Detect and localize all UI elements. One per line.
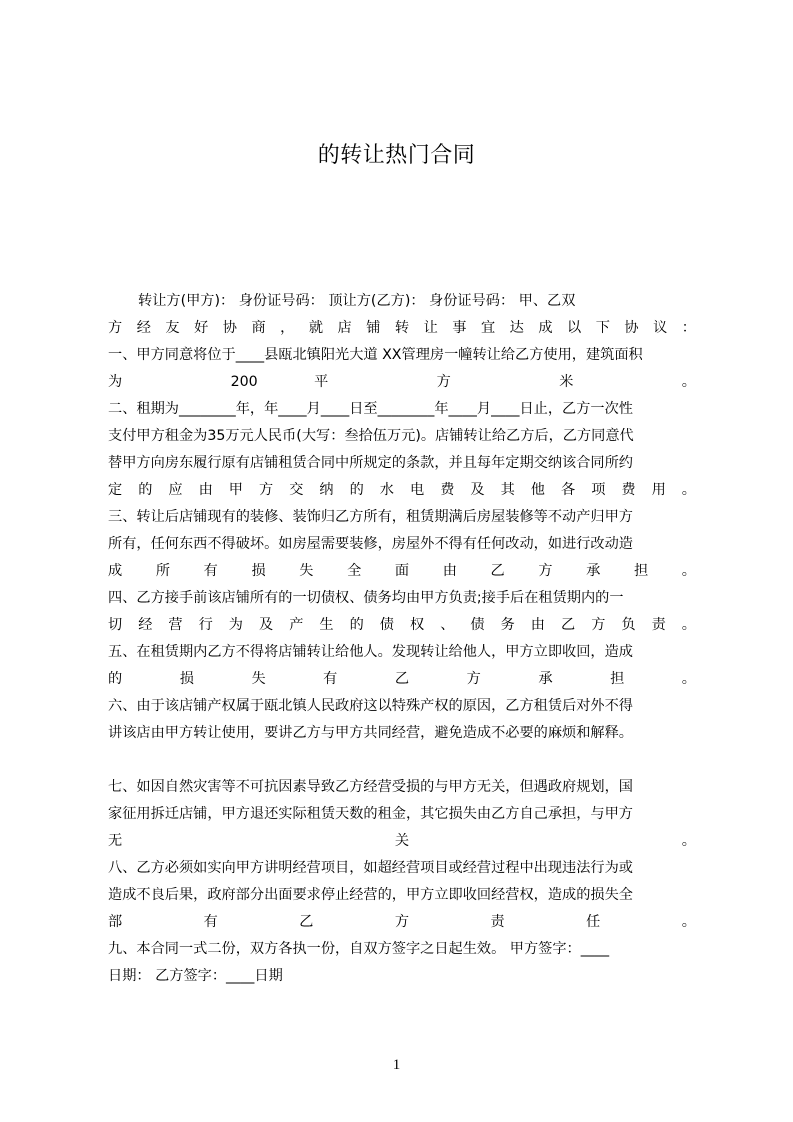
body-line-24: 部 有 乙 方 责 任 。 bbox=[108, 914, 696, 930]
body-line-5: 二、租期为________年，年____月____日至________年____月____日止，乙方一次性 bbox=[108, 401, 633, 417]
contract-body bbox=[108, 288, 696, 990]
body-line-6: 支付甲方租金为35万元人民币(大写：叁拾伍万元)。店铺转让给乙方后，乙方同意代 bbox=[108, 428, 634, 444]
body-line-17: 讲该店由甲方转让使用，要讲乙方与甲方共同经营，避免造成不必要的麻烦和解释。 bbox=[108, 725, 633, 741]
body-line-19: 七、如因自然灾害等不可抗因素导致乙方经营受损的与甲方无关，但遇政府规划，国 bbox=[108, 779, 633, 795]
body-line-blank bbox=[108, 747, 696, 774]
body-line-22: 八、乙方必须如实向甲方讲明经营项目，如超经营项目或经营过程中出现违法行为或 bbox=[108, 860, 633, 876]
body-line-21: 无 关 。 bbox=[108, 833, 696, 849]
document-title: 的转让热门合同 bbox=[317, 143, 476, 168]
body-line-3: 一、甲方同意将位于____县瓯北镇阳光大道 XX管理房一幢转让给乙方使用，建筑面积 bbox=[108, 347, 643, 363]
body-line-8: 定的应由甲方交纳的水电费及其他各项费用。 bbox=[108, 482, 696, 498]
body-line-26: 日期： 乙方签字：____日期 bbox=[108, 968, 283, 984]
body-line-20: 家征用拆迁店铺，甲方退还实际租赁天数的租金，其它损失由乙方自己承担，与甲方 bbox=[108, 806, 633, 822]
body-line-10: 所有，任何东西不得破坏。如房屋需要装修，房屋外不得有任何改动，如进行改动造 bbox=[108, 536, 633, 552]
body-line-12: 四、乙方接手前该店铺所有的一切债权、债务均由甲方负责;接手后在租赁期内的一 bbox=[108, 590, 624, 606]
body-line-13: 切经营行为及产生的债权、债务由乙方负责。 bbox=[108, 617, 696, 633]
body-line-1: 转让方(甲方)： 身份证号码： 顶让方(乙方)： 身份证号码： 甲、乙双 bbox=[138, 293, 576, 309]
body-line-7: 替甲方向房东履行原有店铺租赁合同中所规定的条款，并且每年定期交纳该合同所约 bbox=[108, 455, 633, 471]
body-line-9: 三、转让后店铺现有的装修、装饰归乙方所有，租赁期满后房屋装修等不动产归甲方 bbox=[108, 509, 633, 525]
body-line-15: 的 损 失 有 乙 方 承 担 。 bbox=[108, 671, 696, 687]
body-line-11: 成 所 有 损 失 全 面 由 乙 方 承 担 。 bbox=[108, 563, 696, 579]
body-line-23: 造成不良后果，政府部分出面要求停止经营的，甲方立即收回经营权，造成的损失全 bbox=[108, 887, 633, 903]
body-line-25: 九、本合同一式二份，双方各执一份，自双方签字之日起生效。 甲方签字：____ bbox=[108, 941, 610, 957]
body-line-14: 五、在租赁期内乙方不得将店铺转让给他人。发现转让给他人，甲方立即收回，造成 bbox=[108, 644, 633, 660]
body-line-16: 六、由于该店铺产权属于瓯北镇人民政府这以特殊产权的原因，乙方租赁后对外不得 bbox=[108, 698, 633, 714]
body-line-4: 为 200 平 方 米 。 bbox=[108, 374, 696, 390]
body-line-2: 方经友好协商，就店铺转让事宜达成以下协议： bbox=[108, 320, 696, 336]
page-number: 1 bbox=[392, 1057, 401, 1073]
